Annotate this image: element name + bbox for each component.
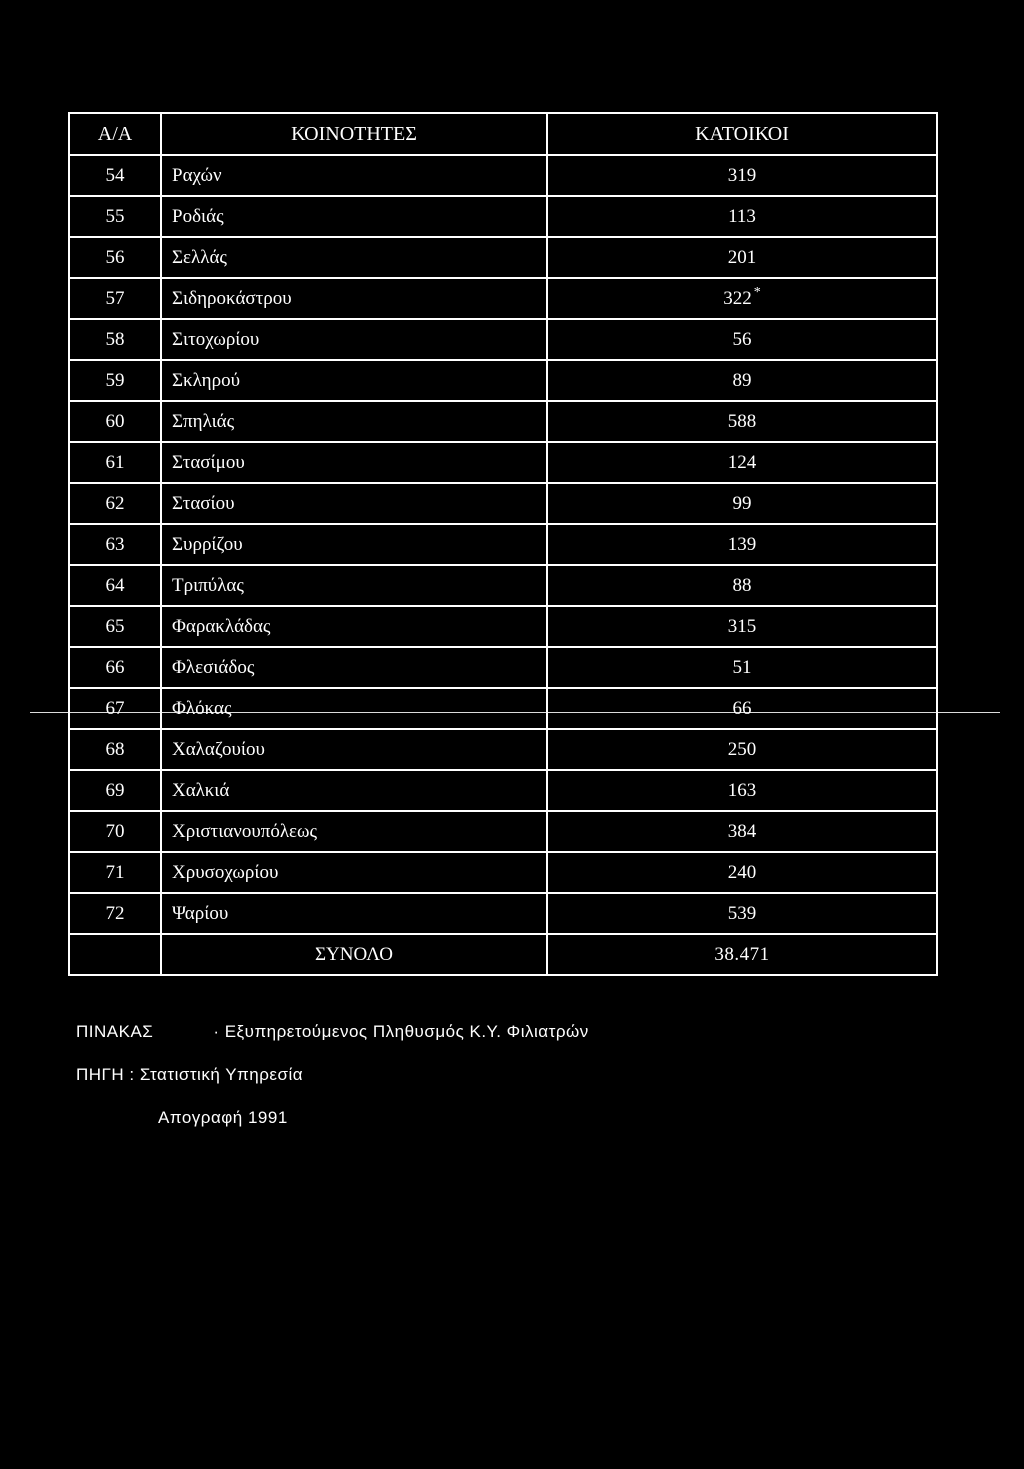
row-population: 66 bbox=[547, 688, 937, 729]
row-community: Χρυσοχωρίου bbox=[161, 852, 547, 893]
row-aa: 62 bbox=[69, 483, 161, 524]
total-row bbox=[69, 934, 937, 975]
row-population: 539 bbox=[547, 893, 937, 934]
table-row bbox=[69, 360, 937, 401]
row-aa: 56 bbox=[69, 237, 161, 278]
row-population: 163 bbox=[547, 770, 937, 811]
table-label: ΠΙΝΑΚΑΣ bbox=[76, 1022, 154, 1041]
row-community: Ροδιάς bbox=[161, 196, 547, 237]
table-row bbox=[69, 893, 937, 934]
row-population: 99 bbox=[547, 483, 937, 524]
table-row bbox=[69, 278, 937, 319]
row-community: Σπηλιάς bbox=[161, 401, 547, 442]
row-population: 201 bbox=[547, 237, 937, 278]
row-community: Χριστιανουπόλεως bbox=[161, 811, 547, 852]
row-community: Στασίμου bbox=[161, 442, 547, 483]
row-aa: 67 bbox=[69, 688, 161, 729]
row-population: 88 bbox=[547, 565, 937, 606]
row-aa: 55 bbox=[69, 196, 161, 237]
row-aa: 54 bbox=[69, 155, 161, 196]
row-population: 139 bbox=[547, 524, 937, 565]
census-line: Απογραφή 1991 bbox=[158, 1108, 288, 1127]
source-line: ΠΗΓΗ : Στατιστική Υπηρεσία bbox=[76, 1065, 304, 1084]
table-row bbox=[69, 770, 937, 811]
row-population: 124 bbox=[547, 442, 937, 483]
table-row bbox=[69, 565, 937, 606]
row-aa: 68 bbox=[69, 729, 161, 770]
table-row bbox=[69, 729, 937, 770]
total-empty-cell bbox=[69, 934, 161, 975]
table-body bbox=[69, 155, 937, 975]
row-population: 113 bbox=[547, 196, 937, 237]
table-row bbox=[69, 647, 937, 688]
row-population: 240 bbox=[547, 852, 937, 893]
row-aa: 72 bbox=[69, 893, 161, 934]
row-community: Σιτοχωρίου bbox=[161, 319, 547, 360]
row-community: Σιδηροκάστρου bbox=[161, 278, 547, 319]
table-row bbox=[69, 811, 937, 852]
row-aa: 69 bbox=[69, 770, 161, 811]
table-row bbox=[69, 606, 937, 647]
table-caption: · Εξυπηρετούμενος Πληθυσμός Κ.Υ. Φιλιατρών bbox=[213, 1022, 589, 1041]
header-population: ΚΑΤΟΙΚΟΙ bbox=[547, 113, 937, 155]
row-population: 56 bbox=[547, 319, 937, 360]
table-row bbox=[69, 155, 937, 196]
table-header-row bbox=[69, 113, 937, 155]
table-row bbox=[69, 483, 937, 524]
row-community: Ραχών bbox=[161, 155, 547, 196]
population-value: 322 bbox=[723, 287, 752, 309]
row-aa: 61 bbox=[69, 442, 161, 483]
table-row bbox=[69, 524, 937, 565]
row-aa: 64 bbox=[69, 565, 161, 606]
row-population: 319 bbox=[547, 155, 937, 196]
row-aa: 71 bbox=[69, 852, 161, 893]
row-population: 315 bbox=[547, 606, 937, 647]
table-row bbox=[69, 196, 937, 237]
table-row bbox=[69, 688, 937, 729]
row-population: 384 bbox=[547, 811, 937, 852]
row-community: Σκληρού bbox=[161, 360, 547, 401]
total-value: 38.471 bbox=[547, 934, 937, 975]
row-community: Φαρακλάδας bbox=[161, 606, 547, 647]
row-population: 250 bbox=[547, 729, 937, 770]
table-row bbox=[69, 852, 937, 893]
row-community: Ψαρίου bbox=[161, 893, 547, 934]
row-population: 51 bbox=[547, 647, 937, 688]
row-community: Σελλάς bbox=[161, 237, 547, 278]
row-aa: 59 bbox=[69, 360, 161, 401]
table-row bbox=[69, 442, 937, 483]
header-aa: Α/Α bbox=[69, 113, 161, 155]
row-aa: 70 bbox=[69, 811, 161, 852]
row-population: 89 bbox=[547, 360, 937, 401]
row-community: Φλόκας bbox=[161, 688, 547, 729]
row-aa: 58 bbox=[69, 319, 161, 360]
row-population: 588 bbox=[547, 401, 937, 442]
row-community: Χαλκιά bbox=[161, 770, 547, 811]
row-community: Τριπύλας bbox=[161, 565, 547, 606]
row-community: Χαλαζουίου bbox=[161, 729, 547, 770]
table-row bbox=[69, 237, 937, 278]
table-row bbox=[69, 319, 937, 360]
census-table-container bbox=[68, 112, 936, 976]
row-aa: 60 bbox=[69, 401, 161, 442]
total-label: ΣΥΝΟΛΟ bbox=[161, 934, 547, 975]
row-aa: 63 bbox=[69, 524, 161, 565]
note-mark: * bbox=[753, 284, 761, 300]
row-community: Συρρίζου bbox=[161, 524, 547, 565]
row-aa: 65 bbox=[69, 606, 161, 647]
census-table bbox=[68, 112, 938, 976]
header-community: ΚΟΙΝΟΤΗΤΕΣ bbox=[161, 113, 547, 155]
row-aa: 57 bbox=[69, 278, 161, 319]
row-community: Φλεσιάδος bbox=[161, 647, 547, 688]
row-community: Στασίου bbox=[161, 483, 547, 524]
row-aa: 66 bbox=[69, 647, 161, 688]
row-population bbox=[547, 278, 937, 319]
table-row bbox=[69, 401, 937, 442]
table-caption-line bbox=[76, 1022, 589, 1042]
